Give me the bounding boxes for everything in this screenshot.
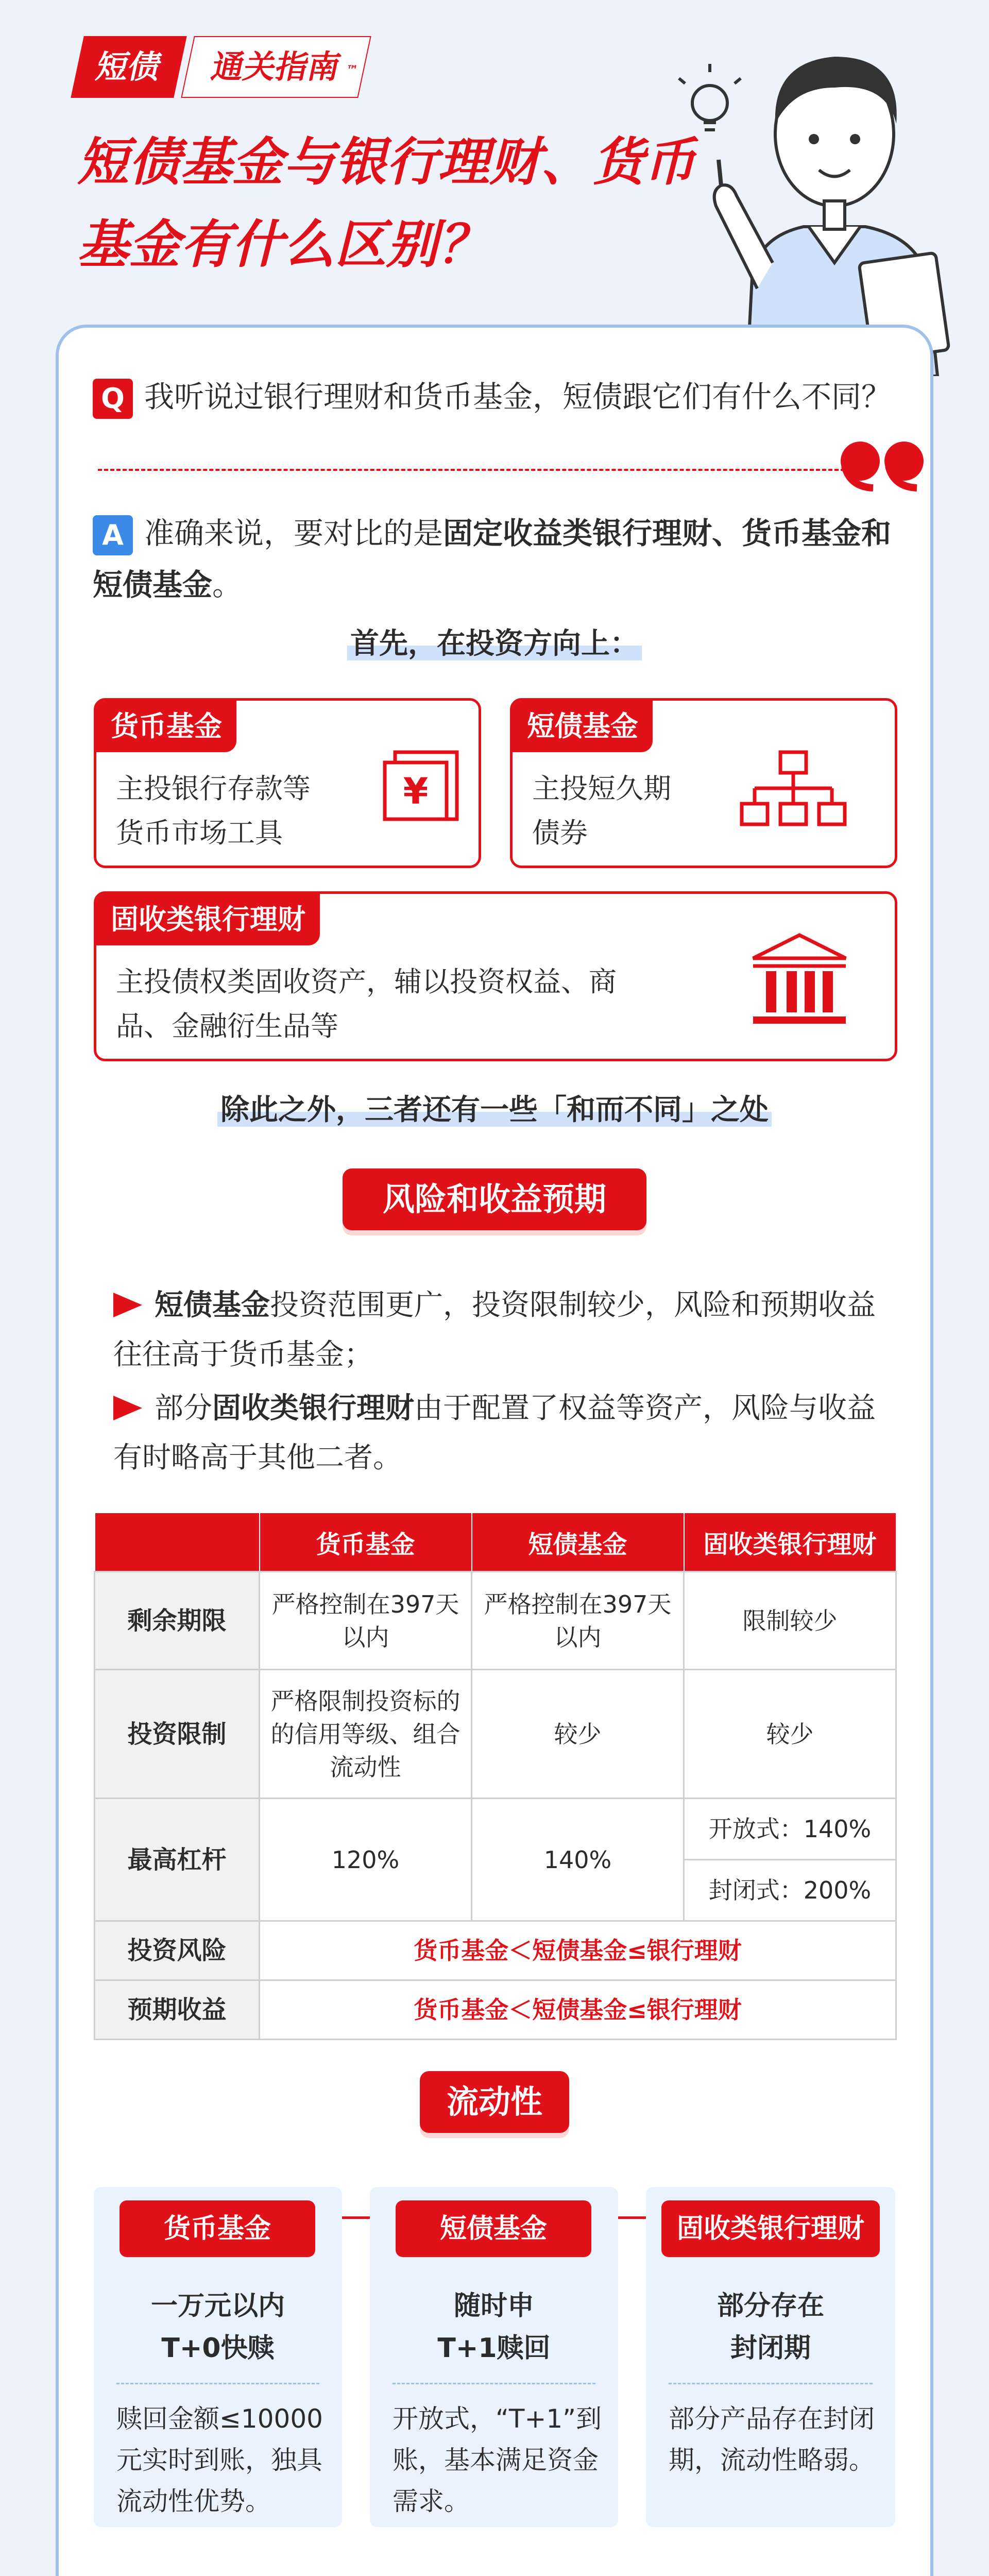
liquidity-body-line: 流动性优势。 (116, 2486, 271, 2516)
liquidity-h2-line: T+0快赎 (161, 2333, 275, 2364)
dashed-divider (98, 469, 845, 471)
bank-icon (748, 930, 851, 1028)
answer-prefix: 准确来说，要对比的是 (144, 516, 444, 551)
table-cell: 严格控制在397天以内 (260, 1572, 472, 1670)
split-cell-open: 开放式：140% (708, 1815, 872, 1843)
dashed-divider (669, 2383, 873, 2384)
liquidity-head: 货币基金 (120, 2200, 315, 2257)
row-label: 投资风险 (95, 1921, 260, 1980)
table-header-cell: 货币基金 (260, 1513, 472, 1572)
table-row (95, 1670, 896, 1799)
yen-bills-icon (374, 742, 467, 829)
liquidity-col-bank-wm (646, 2187, 895, 2527)
liquidity-h2-line: 随时申 (453, 2291, 534, 2321)
asset-desc-line: 债券 (532, 817, 588, 849)
q-badge: Q (93, 379, 133, 419)
liquidity-body-line: 元实时到账，独具 (116, 2445, 322, 2475)
dashed-divider (393, 2383, 595, 2384)
answer-bold: 固定收益类银行理财、货币基金和短债基金 (93, 516, 892, 602)
liquidity-h2-line: 部分存在 (717, 2291, 824, 2321)
bullet-text: 投资范围更广，投资限制较少，风险和预期收益往往高于货币基金； (113, 1289, 876, 1371)
asset-label: 固收类银行理财 (96, 894, 320, 945)
direction-heading: 首先，在投资方向上： (347, 627, 642, 660)
table-header-row (95, 1513, 896, 1572)
question-text: 我听说过银行理财和货币基金，短债跟它们有什么不同？ (144, 379, 892, 414)
bullet-bold: 短债基金 (155, 1289, 270, 1322)
liquidity-col-short-bond (370, 2187, 618, 2527)
page-title: 短债基金与银行理财、货币基金有什么区别？ (77, 132, 695, 275)
asset-label: 货币基金 (96, 701, 236, 752)
tag-guide-label: 通关指南 (208, 48, 344, 86)
asset-label: 短债基金 (513, 701, 653, 752)
asset-desc-line: 货币市场工具 (116, 817, 283, 849)
risk-banner: 风险和收益预期 (343, 1168, 646, 1230)
table-cell: 140% (472, 1799, 684, 1921)
arrow-right-icon (113, 1396, 142, 1420)
row-label: 投资限制 (95, 1670, 260, 1799)
asset-desc-line: 品、金融衍生品等 (116, 1010, 338, 1042)
trademark-mark: ™ (344, 63, 360, 77)
risk-bullet-2 (113, 1384, 891, 1483)
asset-box-bank-wm (94, 891, 897, 1061)
table-cell: 较少 (472, 1670, 684, 1799)
tag-guide (181, 36, 371, 98)
risk-bullet-1 (113, 1281, 891, 1380)
table-cell-split (684, 1799, 896, 1921)
liquidity-col-money (94, 2187, 342, 2527)
liquidity-head: 短债基金 (396, 2200, 591, 2257)
closing-heading-wrap (0, 1092, 989, 1128)
row-label: 最高杠杆 (95, 1799, 260, 1921)
question-row (93, 371, 896, 422)
table-cell: 120% (260, 1799, 472, 1921)
tag-short-bond: 短债 (71, 36, 187, 98)
bullet-bold: 固收类银行理财 (212, 1392, 414, 1425)
table-header-cell: 短债基金 (472, 1513, 684, 1572)
a-badge: A (93, 515, 133, 555)
answer-suffix: 。 (212, 567, 243, 602)
merged-cell: 货币基金＜短债基金≤银行理财 (260, 1921, 896, 1980)
table-cell: 严格控制在397天以内 (472, 1572, 684, 1670)
merged-cell: 货币基金＜短债基金≤银行理财 (260, 1980, 896, 2040)
dashed-divider (116, 2383, 319, 2384)
liquidity-body-line: 开放式，“T+1”到 (393, 2404, 602, 2434)
table-header-cell: 固收类银行理财 (684, 1513, 896, 1572)
closing-heading: 除此之外，三者还有一些「和而不同」之处 (217, 1093, 772, 1127)
lightbulb-icon (679, 64, 741, 130)
liquidity-banner: 流动性 (420, 2071, 569, 2133)
cartoon-man-illustration (670, 21, 958, 376)
liquidity-head: 固收类银行理财 (661, 2200, 880, 2257)
quote-mark-icon (834, 435, 927, 492)
asset-desc-line: 主投债权类固收资产，辅以投资权益、商 (116, 965, 617, 998)
row-label: 剩余期限 (95, 1572, 260, 1670)
header-tags (77, 36, 365, 98)
arrow-right-icon (113, 1293, 142, 1317)
svg-text:¥: ¥ (403, 770, 429, 812)
split-cell-closed: 封闭式：200% (685, 1859, 895, 1920)
org-chart-icon (739, 747, 847, 835)
liquidity-body-line: 账，基本满足资金 (393, 2445, 599, 2475)
liquidity-body-line: 部分产品存在封闭 (669, 2404, 875, 2434)
liquidity-h2-line: 一万元以内 (150, 2291, 285, 2321)
table-row (95, 1799, 896, 1921)
bullet-text: 由于配置了权益等资产，风险与收益有时略高于其他二者。 (113, 1392, 876, 1475)
table-cell: 严格限制投资标的的信用等级、组合流动性 (260, 1670, 472, 1799)
liquidity-h2-line: T+1赎回 (437, 2333, 551, 2364)
asset-box-money-fund (94, 698, 481, 868)
liquidity-h2-line: 封闭期 (730, 2333, 811, 2364)
table-row (95, 1572, 896, 1670)
bullet-pre: 部分 (155, 1392, 212, 1425)
liquidity-body-line: 期，流动性略弱。 (669, 2445, 875, 2475)
liquidity-body-line: 赎回金额≤10000 (116, 2404, 323, 2434)
asset-box-short-bond (510, 698, 897, 868)
asset-desc-line: 主投银行存款等 (116, 772, 311, 805)
table-row (95, 1921, 896, 1980)
table-header-cell (95, 1513, 260, 1572)
table-cell: 较少 (684, 1670, 896, 1799)
liquidity-body-line: 需求。 (393, 2486, 470, 2516)
table-row (95, 1980, 896, 2040)
table-cell: 限制较少 (684, 1572, 896, 1670)
comparison-table (94, 1512, 897, 2040)
asset-desc-line: 主投短久期 (532, 772, 671, 805)
row-label: 预期收益 (95, 1980, 260, 2040)
direction-heading-wrap (0, 626, 989, 662)
answer-row (93, 507, 896, 611)
